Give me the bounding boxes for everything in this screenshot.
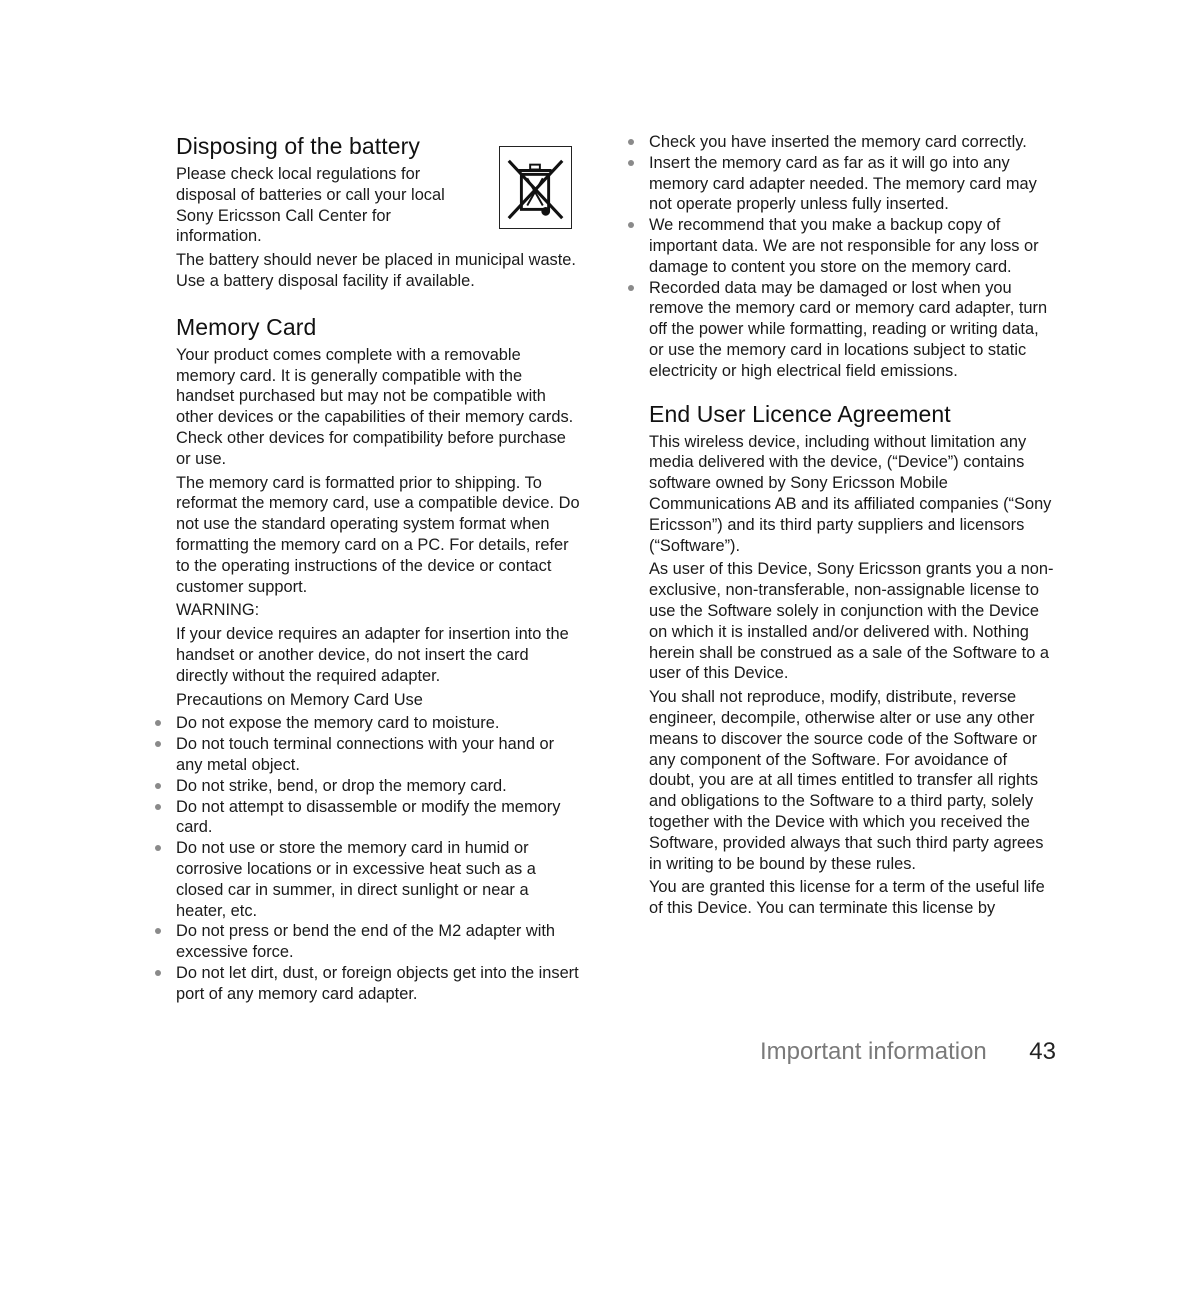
list-item: Do not use or store the memory card in humid or corrosive locations or in excessive heat such as a closed car in summer, in direct sunlight or near a heater, etc.	[176, 838, 580, 921]
list-item: Do not let dirt, dust, or foreign objects get into the insert port of any memory card adapter.	[176, 963, 579, 1003]
list-item: Check you have inserted the memory card correctly.	[649, 132, 1057, 153]
list-item: Do not strike, bend, or drop the memory card.	[176, 776, 580, 797]
eula-paragraph-2: As user of this Device, Sony Ericsson grants you a non-exclusive, non-transferable, non-assignable license to use the Software solely in conjunction with the Device on which it is installed and/or delivered with. Nothing herein shall be construed as a sale of the Software to a user of this Device.	[649, 560, 1054, 683]
eula-paragraph-4: You are granted this license for a term of the useful life of this Device. You can terminate this license by	[649, 878, 1045, 918]
list-item: Do not expose the memory card to moisture.	[176, 713, 580, 734]
more-precautions-list	[649, 132, 1057, 382]
page-number: 43	[1029, 1038, 1056, 1065]
battery-paragraph-1: Please check local regulations for disposal of batteries or call your local Sony Ericsson Call Center for information.	[176, 165, 445, 246]
list-item: We recommend that you make a backup copy of important data. We are not responsible for any loss or damage to content you store on the memory card.	[649, 215, 1057, 277]
eula-paragraph-3: You shall not reproduce, modify, distribute, reverse engineer, decompile, otherwise alter or use any other means to discover the source code of the Software or any component of the Software. For avoidance of doubt, you are at all times entitled to transfer all rights and obligations to the Software to a third party, solely together with the Device with which you received the Software, provided always that such third party agrees in writing to be bound by these rules.	[649, 688, 1044, 873]
crossed-out-wheeled-bin-icon	[499, 146, 572, 229]
memory-card-paragraph-1: Your product comes complete with a removable memory card. It is generally compatible with the handset purchased but may not be compatible with other devices or the capabilities of their memory cards. Check other devices for compatibility before purchase or use.	[176, 345, 574, 468]
precautions-label: Precautions on Memory Card Use	[176, 690, 423, 709]
eula-paragraph-1: This wireless device, including without limitation any media delivered with the device, (“Device”) contains software owned by Sony Ericsson Mobile Communications AB and its affiliated companies (“Sony Ericsson”) and its third party suppliers and licensors (“Software”).	[649, 432, 1052, 555]
battery-paragraph-2: The battery should never be placed in municipal waste. Use a battery disposal facility if available.	[176, 251, 576, 290]
list-item: Do not press or bend the end of the M2 adapter with excessive force.	[176, 921, 580, 963]
list-item: Do not touch terminal connections with your hand or any metal object.	[176, 734, 580, 776]
battery-heading: Disposing of the battery	[176, 133, 421, 159]
right-column	[649, 132, 1057, 922]
memory-card-paragraph-2: The memory card is formatted prior to shipping. To reformat the memory card, use a compatible device. Do not use the standard operating system format when formatting the memory card on a PC. For details, refer to the operating instructions of the device or contact customer support.	[176, 473, 580, 596]
list-item: Do not attempt to disassemble or modify the memory card.	[176, 797, 580, 839]
page-footer	[760, 1037, 1056, 1067]
footer-section-title: Important information	[760, 1038, 987, 1065]
warning-text: If your device requires an adapter for insertion into the handset or another device, do not insert the card directly without the required adapter.	[176, 625, 569, 685]
list-item: Insert the memory card as far as it will go into any memory card adapter needed. The memory card may not operate properly unless fully inserted.	[649, 153, 1057, 215]
left-column	[176, 132, 580, 1004]
eula-heading: End User Licence Agreement	[649, 400, 951, 427]
warning-label: WARNING:	[176, 601, 260, 620]
precautions-list	[176, 713, 580, 1004]
list-item: Recorded data may be damaged or lost when you remove the memory card or memory card adapter, turn off the power while formatting, reading or writing data, or use the memory card in locations subject to static electricity or high electrical field emissions.	[649, 278, 1057, 382]
memory-card-heading: Memory Card	[176, 313, 317, 340]
